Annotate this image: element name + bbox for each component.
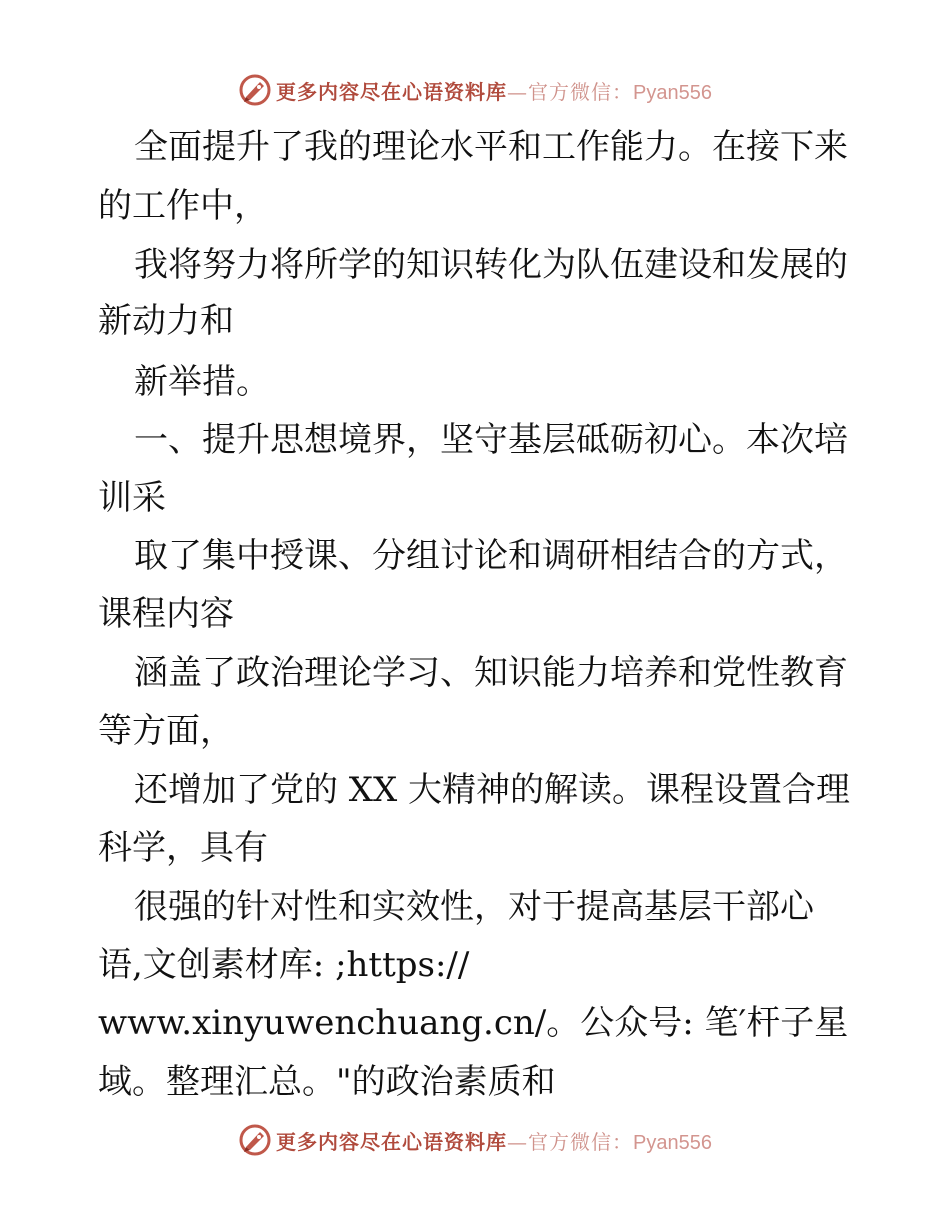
header-watermark-banner bbox=[0, 70, 950, 110]
body-line: 新举措。 bbox=[134, 362, 270, 402]
header-wechat-label: —官方微信： bbox=[507, 79, 634, 104]
body-line: 很强的针对性和实效性，对于提高基层干部心 bbox=[134, 887, 814, 927]
body-line: 新动力和 bbox=[98, 301, 234, 341]
footer-wechat-id: Pyan556 bbox=[633, 1131, 712, 1154]
header-wechat-id: Pyan556 bbox=[633, 81, 712, 104]
footer-wechat-label: —官方微信： bbox=[507, 1129, 634, 1154]
body-line: 还增加了党的 XX 大精神的解读。课程设置合理 bbox=[134, 770, 851, 810]
body-line: 等方面， bbox=[98, 711, 234, 751]
body-line: 全面提升了我的理论水平和工作能力。在接下来 bbox=[134, 127, 848, 167]
body-line: 一、提升思想境界，坚守基层砥砺初心。本次培 bbox=[134, 420, 848, 460]
body-line: 训采 bbox=[98, 478, 166, 518]
header-watermark-text bbox=[276, 76, 712, 105]
body-line: www.xinyuwenchuang.cn/。公众号: 笔′杆子星 bbox=[98, 1003, 849, 1043]
body-line: 语,文创素材库: ;https:// bbox=[98, 945, 470, 985]
body-line: 取了集中授课、分组讨论和调研相结合的方式， bbox=[134, 536, 848, 576]
pen-nib-logo-icon bbox=[238, 1123, 272, 1157]
body-line: 的工作中， bbox=[98, 186, 268, 226]
footer-watermark-banner bbox=[0, 1120, 950, 1160]
body-line: 课程内容 bbox=[98, 594, 234, 634]
footer-brand: 更多内容尽在心语资料库 bbox=[276, 1129, 508, 1154]
header-brand: 更多内容尽在心语资料库 bbox=[276, 79, 508, 104]
body-line: 科学，具有 bbox=[98, 828, 268, 868]
body-line: 涵盖了政治理论学习、知识能力培养和党性教育 bbox=[134, 653, 848, 693]
body-line: 我将努力将所学的知识转化为队伍建设和发展的 bbox=[134, 245, 848, 285]
pen-nib-logo-icon bbox=[238, 73, 272, 107]
body-line: 域。整理汇总。"的政治素质和 bbox=[98, 1062, 556, 1102]
footer-watermark-text bbox=[276, 1126, 712, 1155]
